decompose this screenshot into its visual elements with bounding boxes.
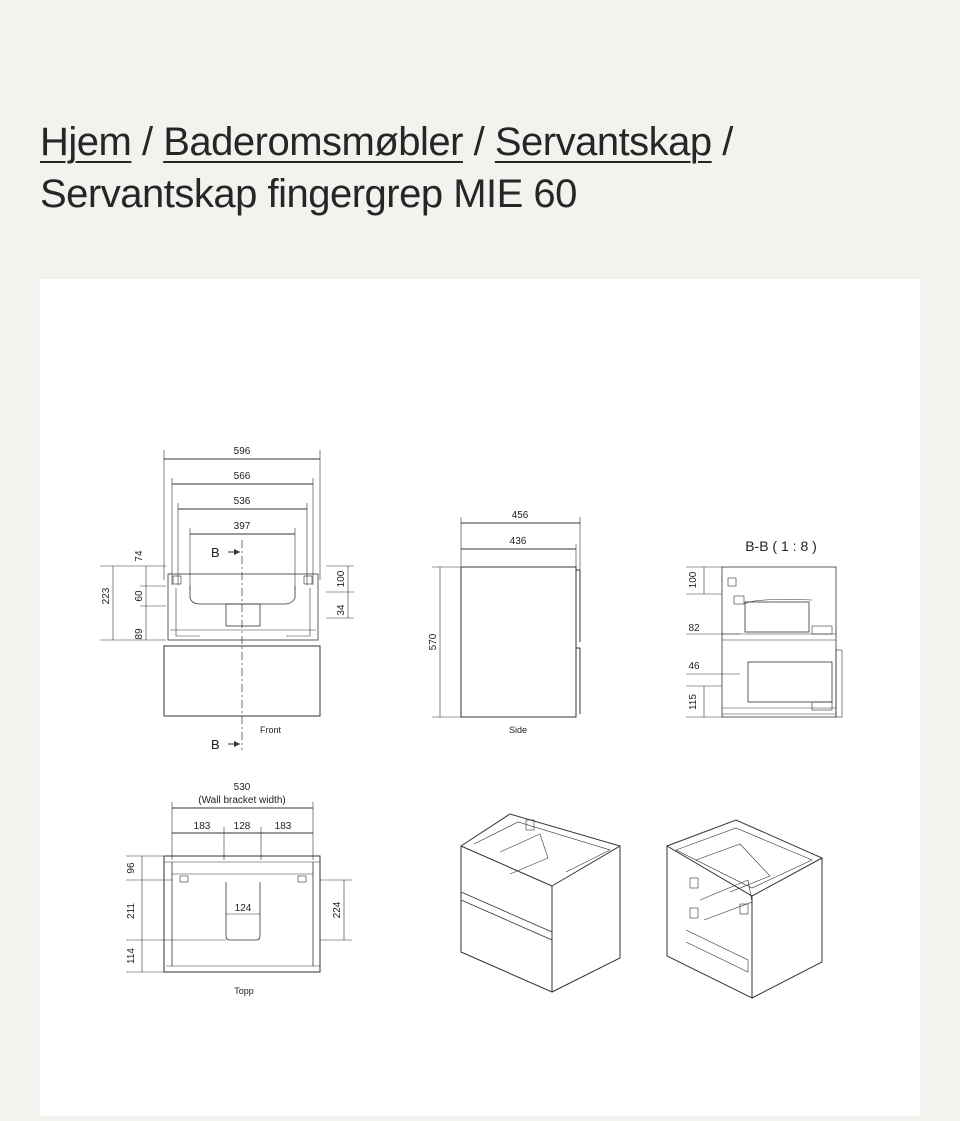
breadcrumb-separator: / xyxy=(722,120,733,164)
section-view xyxy=(686,567,842,717)
isometric-front-view xyxy=(461,814,620,992)
dim-397: 397 xyxy=(233,521,251,532)
breadcrumb-home-link[interactable]: Hjem xyxy=(40,120,132,164)
dim-74: 74 xyxy=(134,550,145,562)
dim-536: 536 xyxy=(233,496,251,507)
section-title: B-B ( 1 : 8 ) xyxy=(745,538,817,554)
dim-section-100: 100 xyxy=(688,571,699,589)
side-view xyxy=(432,517,580,717)
side-label: Side xyxy=(508,725,528,735)
breadcrumb-subcategory-link[interactable]: Servantskap xyxy=(494,120,712,164)
section-mark-bottom: B xyxy=(211,737,220,752)
isometric-back-view xyxy=(667,820,822,998)
dim-436: 436 xyxy=(509,536,527,547)
bracket-note: (Wall bracket width) xyxy=(198,795,286,806)
dim-89: 89 xyxy=(134,628,145,640)
dim-224: 224 xyxy=(332,901,343,919)
dim-596: 596 xyxy=(233,446,251,457)
product-image-panel[interactable] xyxy=(40,279,920,1116)
dim-96: 96 xyxy=(126,862,137,874)
dim-section-82: 82 xyxy=(688,623,700,634)
dim-183-left: 183 xyxy=(193,821,211,832)
dim-456: 456 xyxy=(511,510,529,521)
top-label: Topp xyxy=(234,986,254,996)
dim-124: 124 xyxy=(234,903,252,914)
dim-100: 100 xyxy=(336,570,347,588)
dim-section-115: 115 xyxy=(688,694,699,710)
breadcrumb-separator: / xyxy=(473,120,495,164)
dim-223: 223 xyxy=(101,587,112,605)
dim-128: 128 xyxy=(233,821,251,832)
breadcrumb-current: Servantskap fingergrep MIE 60 xyxy=(40,172,577,216)
technical-drawing xyxy=(40,279,920,1116)
drawing-labels xyxy=(101,446,817,996)
dim-114: 114 xyxy=(126,948,137,964)
breadcrumb xyxy=(40,116,940,220)
dim-211: 211 xyxy=(126,903,137,919)
dim-60: 60 xyxy=(134,590,145,602)
dimension-arrows xyxy=(234,549,240,747)
dim-34: 34 xyxy=(336,604,347,616)
breadcrumb-separator: / xyxy=(141,120,164,164)
dim-183-right: 183 xyxy=(274,821,292,832)
breadcrumb-category-link[interactable]: Baderomsmøbler xyxy=(163,120,463,164)
section-mark-top: B xyxy=(211,545,220,560)
dim-section-46: 46 xyxy=(688,661,700,672)
front-label: Front xyxy=(260,725,282,735)
dim-566: 566 xyxy=(233,471,251,482)
dim-530: 530 xyxy=(233,782,251,793)
dim-570: 570 xyxy=(428,633,439,651)
